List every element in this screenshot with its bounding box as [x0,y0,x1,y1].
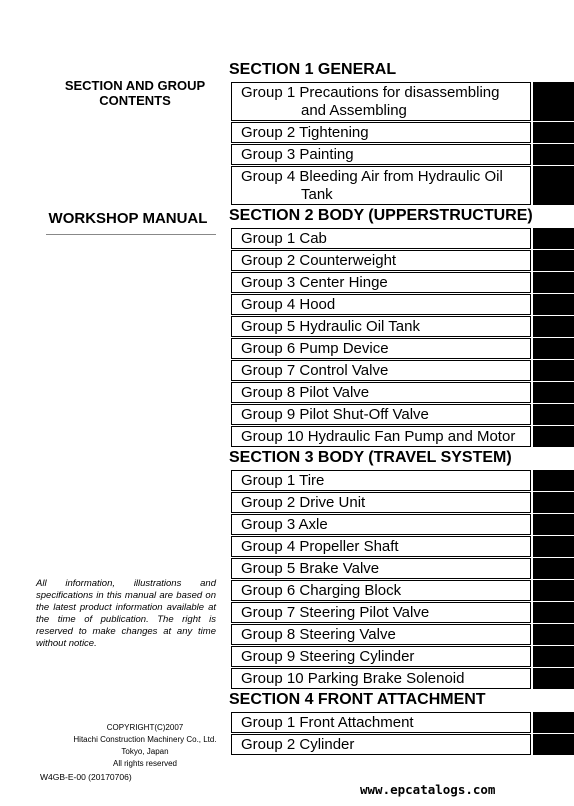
group-box [231,602,531,623]
group-entry[interactable] [228,602,574,624]
group-entry[interactable] [228,668,574,690]
index-tab [533,404,574,425]
group-number: Group 2 [241,736,296,753]
group-entry[interactable] [228,712,574,734]
index-tab [533,250,574,271]
group-number: Group 4 [241,296,296,313]
group-entry[interactable] [228,624,574,646]
index-tab [533,536,574,557]
index-tab [533,602,574,623]
group-title: Tire [299,472,325,489]
group-number: Group 1 [241,84,296,101]
group-number: Group 3 [241,516,296,533]
group-box [231,668,531,689]
group-title: Precautions for disassembling [299,84,500,101]
index-tab [533,514,574,535]
group-box [231,734,531,755]
group-number: Group 2 [241,252,296,269]
group-label [241,538,531,556]
group-box [231,316,531,337]
group-number: Group 5 [241,560,296,577]
group-number: Group 3 [241,146,296,163]
group-entry[interactable] [228,250,574,272]
group-entry[interactable] [228,228,574,250]
copyright-location: Tokyo, Japan [121,747,169,756]
group-label [241,714,531,732]
group-box [231,470,531,491]
group-title: Steering Cylinder [299,648,415,665]
group-label [241,736,531,754]
index-tab [533,144,574,165]
group-number: Group 1 [241,472,296,489]
section-title: SECTION 4 FRONT ATTACHMENT [229,691,486,708]
index-tab [533,712,574,733]
group-box [231,426,531,447]
group-label [241,428,531,446]
group-label [241,230,531,248]
group-title-continued: and Assembling [301,102,407,119]
index-tab [533,382,574,403]
group-label [241,274,531,292]
group-box [231,404,531,425]
group-number: Group 8 [241,626,296,643]
group-title: Control Valve [299,362,389,379]
group-entry[interactable] [228,294,574,316]
group-title: Cab [299,230,327,247]
group-title: Brake Valve [299,560,380,577]
group-label [241,318,531,336]
workshop-manual-title: WORKSHOP MANUAL [48,210,208,227]
group-title: Hood [299,296,336,313]
index-tab [533,316,574,337]
group-label [241,472,531,490]
group-entry[interactable] [228,360,574,382]
group-label [241,516,531,534]
index-tab [533,122,574,143]
group-title: Front Attachment [299,714,414,731]
group-box [231,514,531,535]
group-number: Group 10 [241,428,304,445]
group-entry[interactable] [228,166,574,206]
group-label [241,406,531,424]
group-title: Steering Pilot Valve [299,604,430,621]
group-number: Group 10 [241,670,304,687]
group-box [231,624,531,645]
group-entry[interactable] [228,122,574,144]
group-label [241,626,531,644]
group-entry[interactable] [228,426,574,448]
index-tab [533,338,574,359]
website-url[interactable]: www.epcatalogs.com [360,782,496,797]
contents-heading-line-1: SECTION AND GROUP [64,78,206,93]
group-title: Charging Block [299,582,402,599]
group-entry[interactable] [228,580,574,602]
group-number: Group 7 [241,362,296,379]
group-box [231,144,531,165]
group-entry[interactable] [228,536,574,558]
group-box [231,272,531,293]
group-label [241,670,531,688]
group-entry[interactable] [228,82,574,122]
group-number: Group 3 [241,274,296,291]
group-label [241,340,531,358]
section-group-contents-heading [40,78,230,108]
copyright-rights: All rights reserved [112,759,178,768]
group-entry[interactable] [228,338,574,360]
group-entry[interactable] [228,144,574,166]
section-title: SECTION 3 BODY (TRAVEL SYSTEM) [229,449,512,466]
group-title: Cylinder [299,736,355,753]
group-label [241,582,531,600]
group-label [241,560,531,578]
group-box [231,382,531,403]
group-entry[interactable] [228,734,574,756]
group-box [231,646,531,667]
group-entry[interactable] [228,404,574,426]
index-tab [533,558,574,579]
group-title: Hydraulic Oil Tank [299,318,420,335]
index-tab [533,624,574,645]
group-entry[interactable] [228,272,574,294]
group-number: Group 9 [241,406,296,423]
group-box [231,338,531,359]
section-title: SECTION 2 BODY (UPPERSTRUCTURE) [229,207,533,224]
group-title: Bleeding Air from Hydraulic Oil [299,168,503,185]
group-number: Group 6 [241,582,296,599]
group-number: Group 1 [241,230,296,247]
index-tab [533,470,574,491]
index-tab [533,166,574,205]
group-title: Parking Brake Solenoid [307,670,465,687]
group-number: Group 2 [241,124,296,141]
copyright-block [40,722,230,770]
group-box [231,166,531,205]
group-title: Center Hinge [299,274,388,291]
index-tab [533,646,574,667]
group-label [241,252,531,270]
copyright-line: COPYRIGHT(C)2007 [106,723,184,732]
index-tab [533,734,574,755]
group-label [241,168,531,204]
group-number: Group 5 [241,318,296,335]
group-title: Pilot Valve [299,384,370,401]
group-box [231,492,531,513]
index-tab [533,426,574,447]
group-label [241,648,531,666]
index-tab [533,580,574,601]
group-number: Group 4 [241,538,296,555]
disclaimer-notice: All information, illustrations and specifications in this manual are based on the latest product information available at the time of publication. The right is reserved to make changes at any time without notice. [36,578,216,649]
group-title-continued: Tank [301,186,333,203]
group-box [231,82,531,121]
copyright-company: Hitachi Construction Machinery Co., Ltd. [73,735,217,744]
group-box [231,558,531,579]
index-tab [533,360,574,381]
table-of-contents [228,60,574,756]
group-label [241,124,531,142]
group-entry[interactable] [228,514,574,536]
group-box [231,580,531,601]
section-title: SECTION 1 GENERAL [229,61,397,78]
group-entry[interactable] [228,382,574,404]
group-number: Group 7 [241,604,296,621]
group-title: Pilot Shut-Off Valve [299,406,429,423]
group-title: Counterweight [299,252,397,269]
group-title: Steering Valve [299,626,396,643]
group-number: Group 6 [241,340,296,357]
group-box [231,360,531,381]
group-entry[interactable] [228,492,574,514]
group-box [231,712,531,733]
group-label [241,604,531,622]
group-box [231,294,531,315]
group-entry[interactable] [228,316,574,338]
group-title: Propeller Shaft [299,538,399,555]
index-tab [533,492,574,513]
group-title: Painting [299,146,354,163]
group-label [241,146,531,164]
group-label [241,296,531,314]
group-title: Drive Unit [299,494,366,511]
group-entry[interactable] [228,646,574,668]
group-box [231,228,531,249]
group-number: Group 8 [241,384,296,401]
title-divider [46,234,216,235]
group-number: Group 9 [241,648,296,665]
group-label [241,362,531,380]
group-box [231,250,531,271]
group-entry[interactable] [228,558,574,580]
group-box [231,122,531,143]
index-tab [533,272,574,293]
group-number: Group 2 [241,494,296,511]
group-label [241,494,531,512]
index-tab [533,668,574,689]
group-label [241,384,531,402]
contents-heading-line-2: CONTENTS [99,93,171,108]
group-number: Group 4 [241,168,296,185]
index-tab [533,294,574,315]
index-tab [533,228,574,249]
index-tab [533,82,574,121]
group-title: Axle [298,516,328,533]
group-title: Hydraulic Fan Pump and Motor [307,428,516,445]
group-title: Tightening [299,124,369,141]
group-box [231,536,531,557]
group-label [241,84,531,120]
group-title: Pump Device [299,340,389,357]
manual-code: W4GB-E-00 (20170706) [40,772,132,782]
group-entry[interactable] [228,470,574,492]
group-number: Group 1 [241,714,296,731]
